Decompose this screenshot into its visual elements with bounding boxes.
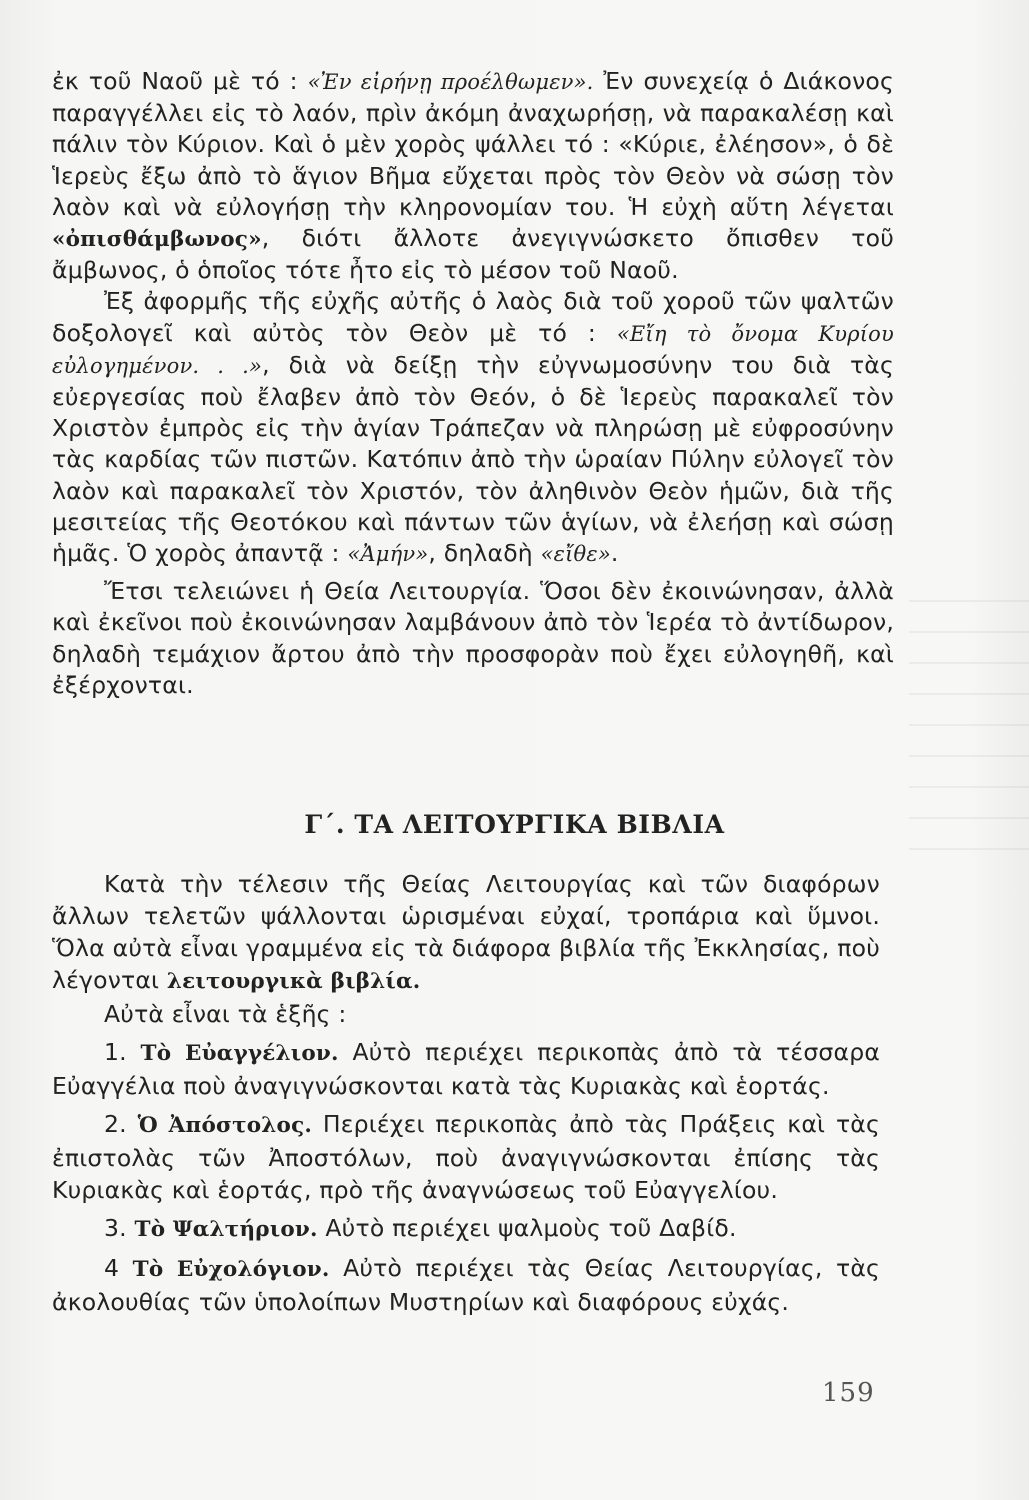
paragraph-3: Ἔτσι τελειώνει ἡ Θεία Λειτουργία. Ὅσοι δὲν ἐκοινώνησαν, ἀλλὰ καὶ ἐκεῖνοι ποὺ ἐκοινώνησαν λαμβάνουν ἀπὸ τὸν Ἱερέα τὸ ἀντίδωρον, δηλαδὴ τεμάχιον ἄρτου ἀπὸ τὴν προσφορὰν ποὺ ἔχει εὐλογηθῆ, καὶ ἐξέρχονται.	[52, 577, 894, 699]
list-item: 2. Ὁ Ἀπόστολος. Περιέχει περικοπὰς ἀπὸ τὰς Πράξεις καὶ τὰς ἐπιστολὰς τῶν Ἀποστόλων, ποὺ ἀναγιγνώσκονται ἐπίσης τὰς Κυριακὰς καὶ ἑορτάς, πρὸ τῆς ἀναγνώσεως τοῦ Εὐαγγελίου.	[52, 1110, 880, 1204]
list-item: 4 Τὸ Εὐχολόγιον. Αὐτὸ περιέχει τὰς Θείας Λειτουργίας, τὰς ἀκολουθίας τῶν ὑπολοίπων Μυστηρίων καὶ διαφόρους εὐχάς.	[52, 1254, 881, 1316]
section-heading: Γ΄. ΤΑ ΛΕΙΤΟΥΡΓΙΚΑ ΒΙΒΛΙΑ	[304, 810, 725, 839]
list-item: 3. Τὸ Ψαλτήριον. Αὐτὸ περιέχει ψαλμοὺς τοῦ Δαβίδ.	[104, 1214, 737, 1242]
paragraph-5: Αὐτὰ εἶναι τὰ ἑξῆς :	[104, 1000, 347, 1028]
list-item: 1. Τὸ Εὐαγγέλιον. Αὐτὸ περιέχει περικοπὰς ἀπὸ τὰ τέσσαρα Εὐαγγέλια ποὺ ἀναγιγνώσκονται κατὰ τὰς Κυριακὰς καὶ ἑορτάς.	[52, 1038, 881, 1100]
paragraph-2: Ἐξ ἀφορμῆς τῆς εὐχῆς αὐτῆς ὁ λαὸς διὰ τοῦ χοροῦ τῶν ψαλτῶν δοξολογεῖ καὶ αὐτὸς τὸν Θεὸν μὲ τό : «Εἴη τὸ ὄνομα Κυρίου εὐλογημένον. . .», διὰ νὰ δείξῃ τὴν εὐγνωμοσύνην του διὰ τὰς εὐεργεσίας ποὺ ἔλαβεν ἀπὸ τὸν Θεόν, ὁ δὲ Ἱερεὺς παρακαλεῖ τὸν Χριστὸν ἐμπρὸς εἰς τὴν ἁγίαν Τράπεζαν νὰ πληρώσῃ μὲ εὐφροσύνην τὰς καρδίας τῶν πιστῶν. Κατόπιν ἀπὸ τὴν ὡραίαν Πύλην εὐλογεῖ τὸν λαὸν καὶ παρακαλεῖ τὸν Χριστόν, τὸν ἀληθινὸν Θεὸν ἡμῶν, διὰ τῆς μεσιτείας τῆς Θεοτόκου καὶ πάντων τῶν ἁγίων, νὰ ἐλεήσῃ καὶ σώσῃ ἡμᾶς. Ὁ χορὸς ἀπαντᾷ : «Ἀμήν», δηλαδὴ «εἴθε».	[52, 287, 894, 568]
lower-text-block	[52, 868, 880, 1318]
page-number: 159	[822, 1378, 875, 1408]
paragraph-1: ἐκ τοῦ Ναοῦ μὲ τό : «Ἐν εἰρήνῃ προέλθωμεν». Ἐν συνεχείᾳ ὁ Διάκονος παραγγέλλει εἰς τὸ λαόν, πρὶν ἀκόμη ἀναχωρήσῃ, νὰ παρακαλέσῃ καὶ πάλιν τὸν Κύριον. Καὶ ὁ μὲν χορὸς ψάλλει τό : «Κύριε, ἐλέησον», ὁ δὲ Ἱερεὺς ἔξω ἀπὸ τὸ ἅγιον Βῆμα εὔχεται πρὸς τὸν Θεὸν νὰ σώσῃ τὸν λαὸν καὶ νὰ εὐλογήσῃ τὴν κληρονομίαν του. Ἡ εὐχὴ αὕτη λέγεται «ὀπισθάμβωνος», διότι ἄλλοτε ἀνεγιγνώσκετο ὄπισθεν τοῦ ἄμβωνος, ὁ ὁποῖος τότε ἦτο εἰς τὸ μέσον τοῦ Ναοῦ.	[52, 67, 894, 285]
paragraph-4: Κατὰ τὴν τέλεσιν τῆς Θείας Λειτουργίας καὶ τῶν διαφόρων ἄλλων τελετῶν ψάλλονται ὡρισμέναι εὐχαί, τροπάρια καὶ ὕμνοι. Ὅλα αὐτὰ εἶναι γραμμένα εἰς τὰ διάφορα βιβλία τῆς Ἐκκλησίας, ποὺ λέγονται λειτουργικὰ βιβλία.	[52, 870, 880, 994]
upper-text-block	[52, 66, 894, 701]
